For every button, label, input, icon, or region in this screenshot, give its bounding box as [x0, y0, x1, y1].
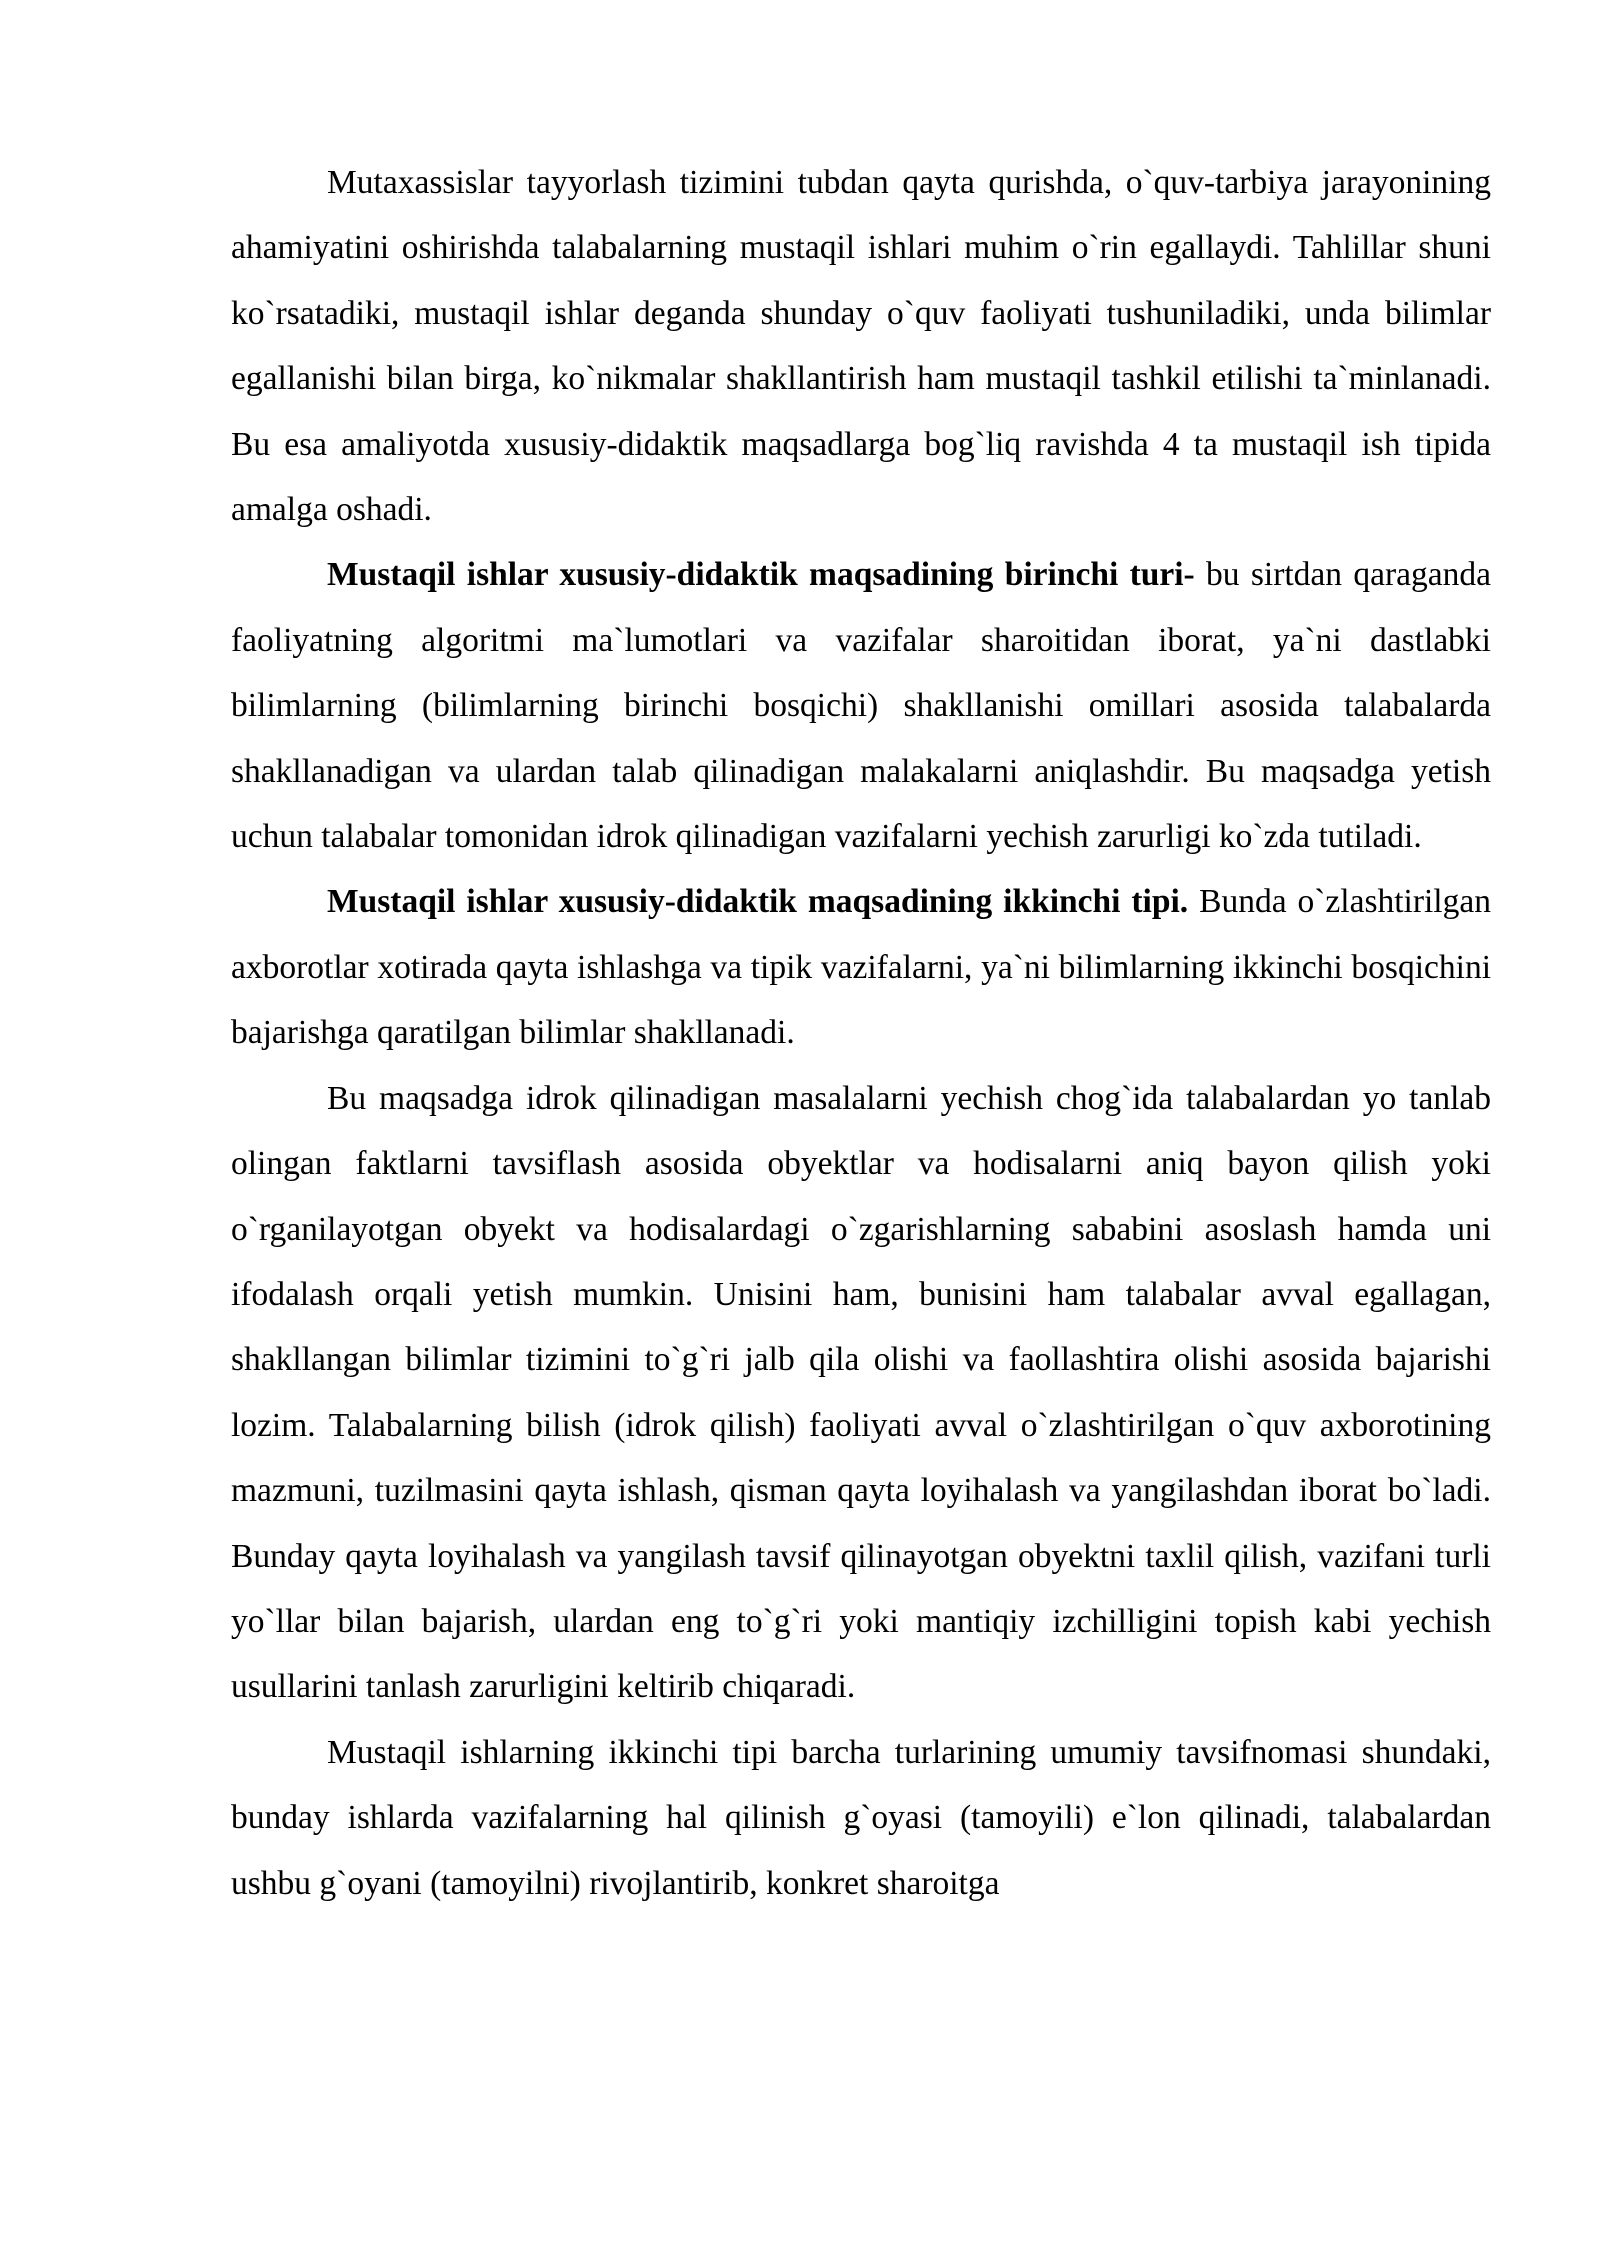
paragraph-intro	[231, 150, 1491, 542]
document-body	[231, 150, 1491, 1916]
paragraph-lead: Mustaqil ishlar xususiy-didaktik maqsadining ikkinchi tipi.	[327, 883, 1189, 921]
paragraph-text: bu sirtdan qaraganda faoliyatning algoritmi ma`lumotlari va vazifalar sharoitidan iborat, ya`ni dastlabki bilimlarning (bilimlarning birinchi bosqichi) shakllanishi omillari asosida talabalarda shakllanadigan va ulardan talab qilinadigan malakalarni aniqlashdir. Bu maqsadga yetish uchun talabalar tomonidan idrok qilinadigan vazifalarni yechish zarurligi ko`zda tutiladi.	[231, 556, 1491, 856]
paragraph-summary	[231, 1720, 1491, 1916]
paragraph-lead: Mustaqil ishlar xususiy-didaktik maqsadining birinchi turi-	[327, 556, 1195, 594]
paragraph-text: Mustaqil ishlarning ikkinchi tipi barcha turlarining umumiy tavsifnomasi shundaki, bunday ishlarda vazifalarning hal qilinish g`oyasi (tamoyili) e`lon qilinadi, talabalardan ushbu g`oyani (tamoyilni) rivojlantirib, konkret sharoitga	[231, 1733, 1491, 1902]
paragraph-text: Bunda o`zlashtirilgan axborotlar xotirada qayta ishlashga va tipik vazifalarni, ya`ni bilimlarning ikkinchi bosqichini bajarishga qaratilgan bilimlar shakllanadi.	[231, 883, 1491, 1052]
paragraph-text: Bu maqsadga idrok qilinadigan masalalarni yechish chog`ida talabalardan yo tanlab olingan faktlarni tavsiflash asosida obyektlar va hodisalarni aniq bayon qilish yoki o`rganilayotgan obyekt va hodisalardagi o`zgarishlarning sababini asoslash hamda uni ifodalash orqali yetish mumkin. Unisini ham, bunisini ham talabalar avval egallagan, shakllangan bilimlar tizimini to`g`ri jalb qila olishi va faollashtira olishi asosida bajarishi lozim. Talabalarning bilish (idrok qilish) faoliyati avval o`zlashtirilgan o`quv axborotining mazmuni, tuzilmasini qayta ishlash, qisman qayta loyihalash va yangilashdan iborat bo`ladi. Bunday qayta loyihalash va yangilash tavsif qilinayotgan obyektni taxlil qilish, vazifani turli yo`llar bilan bajarish, ulardan eng to`g`ri yoki mantiqiy izchilligini topish kabi yechish usullarini tanlash zarurligini keltirib chiqaradi.	[231, 1079, 1491, 1706]
paragraph-first-type	[231, 542, 1491, 869]
paragraph-text: Mutaxassislar tayyorlash tizimini tubdan qayta qurishda, o`quv-tarbiya jarayonining ahamiyatini oshirishda talabalarning mustaqil ishlari muhim o`rin egallaydi. Tahlillar shuni ko`rsatadiki, mustaqil ishlar deganda shunday o`quv faoliyati tushuniladiki, unda bilimlar egallanishi bilan birga, ko`nikmalar shakllantirish ham mustaqil tashkil etilishi ta`minlanadi. Bu esa amaliyotda xususiy-didaktik maqsadlarga bog`liq ravishda 4 ta mustaqil ish tipida amalga oshadi.	[231, 164, 1491, 529]
paragraph-goal	[231, 1066, 1491, 1720]
paragraph-second-type	[231, 869, 1491, 1065]
